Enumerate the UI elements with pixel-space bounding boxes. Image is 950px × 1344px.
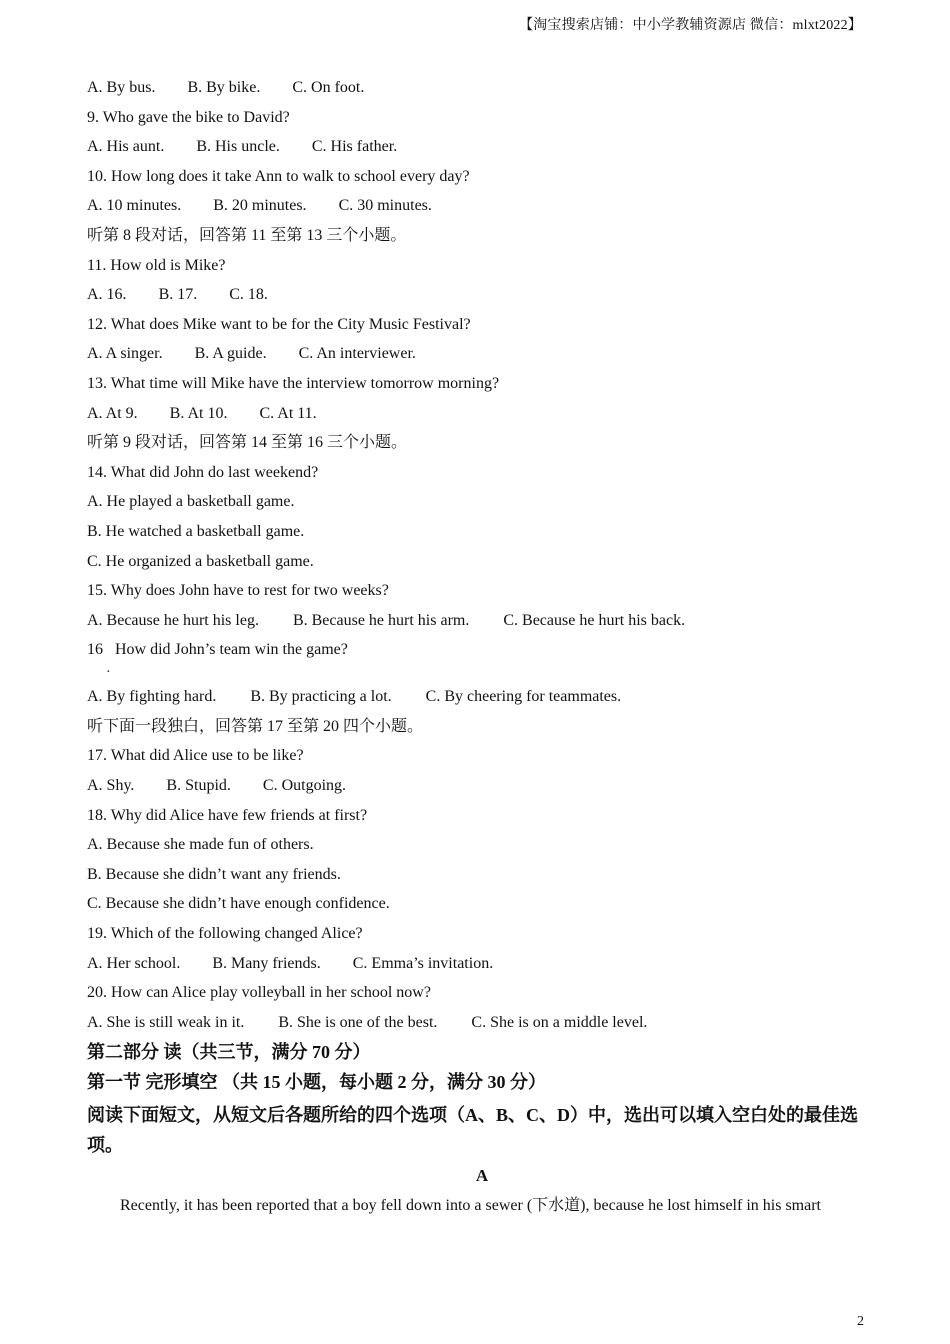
part-two-title: 第二部分 读（共三节，满分 70 分） [87,1042,371,1063]
q17-options [87,774,877,804]
option: C. Outgoing. [262,777,347,795]
q16-options [87,685,877,715]
q19-options [87,952,877,982]
q12-options [87,342,877,372]
section-instruction-9: 听第 9 段对话，回答第 14 至第 16 三个小题。 [87,434,408,452]
question-13: 13. What time will Mike have the interview tomorrow morning? [87,374,500,392]
question-9: 9. Who gave the bike to David? [87,108,290,126]
option: C. 18. [229,286,268,304]
question-18: 18. Why did Alice have few friends at first? [87,806,368,824]
question-14: 14. What did John do last weekend? [87,463,319,481]
section-instruction-8: 听第 8 段对话，回答第 11 至第 13 三个小题。 [87,226,407,244]
q20-options [87,1011,877,1041]
question-16-text: 16 How did John’s team win the game? [87,641,348,659]
option: B. Because he hurt his arm. [292,611,470,629]
q10-options [87,194,877,224]
option: A. Shy. [87,777,135,795]
q14-option-a: A. He played a basketball game. [87,493,295,511]
option: C. Because he hurt his back. [503,611,686,629]
q14-option-b: B. He watched a basketball game. [87,522,305,540]
section-instruction-10: 听下面一段独白，回答第 17 至第 20 四个小题。 [87,717,424,735]
option: C. Emma’s invitation. [352,954,494,972]
option: A. By bus. [87,79,156,96]
q18-option-b: B. Because she didn’t want any friends. [87,865,341,883]
option: A. Her school. [87,954,181,972]
section-one-title: 第一节 完形填空 （共 15 小题，每小题 2 分，满分 30 分） [87,1072,546,1092]
option: A. By fighting hard. [87,688,217,706]
option: B. At 10. [169,404,228,422]
option: B. 17. [158,286,198,304]
question-10: 10. How long does it take Ann to walk to school every day? [87,167,470,185]
option: A. Because he hurt his leg. [87,611,259,629]
q9-options [87,135,877,165]
page-header: 【淘宝搜索店铺：中小学教辅资源店 微信：mlxt2022】 [519,18,862,33]
stray-dot: · [106,665,111,681]
q18-option-a: A. Because she made fun of others. [87,836,314,854]
question-15: 15. Why does John have to rest for two weeks? [87,582,389,600]
option: B. His uncle. [196,138,280,156]
question-11: 11. How old is Mike? [87,256,226,274]
option: B. A guide. [194,345,267,363]
option: C. An interviewer. [298,345,416,363]
option: B. She is one of the best. [278,1013,438,1031]
passage-label: A [475,1165,489,1185]
q8-options [87,76,877,106]
option: A. 10 minutes. [87,197,182,215]
question-20: 20. How can Alice play volleyball in her school now? [87,984,431,1002]
option: A. At 9. [87,404,138,422]
option: C. By cheering for teammates. [425,688,622,706]
option: A. His aunt. [87,138,165,156]
page-number: 2 [857,1314,864,1329]
question-16 [87,638,877,685]
q11-options [87,283,877,313]
option: B. Stupid. [166,777,231,795]
passage-first-line: Recently, it has been reported that a boy fell down into a sewer (下水道), because he lost himself in his smart [120,1196,821,1214]
q15-options [87,609,877,639]
cloze-instruction: 阅读下面短文，从短文后各题所给的四个选项（A、B、C、D）中，选出可以填入空白处的最佳选项。 [87,1104,858,1155]
option: A. She is still weak in it. [87,1013,245,1031]
question-17: 17. What did Alice use to be like? [87,747,304,765]
option: B. 20 minutes. [213,197,307,215]
option: C. 30 minutes. [338,197,432,215]
document-body [87,76,877,1218]
q14-option-c: C. He organized a basketball game. [87,552,314,570]
option: C. On foot. [292,79,365,96]
option: C. His father. [311,138,398,156]
option: C. At 11. [259,404,317,422]
question-12: 12. What does Mike want to be for the City Music Festival? [87,315,471,333]
question-19: 19. Which of the following changed Alice? [87,925,363,943]
option: B. Many friends. [212,954,321,972]
option: B. By practicing a lot. [250,688,392,706]
option: A. 16. [87,286,127,304]
q13-options [87,402,877,432]
q18-option-c: C. Because she didn’t have enough confidence. [87,895,390,913]
option: A. A singer. [87,345,163,363]
option: C. She is on a middle level. [471,1013,648,1031]
option: B. By bike. [187,79,261,96]
